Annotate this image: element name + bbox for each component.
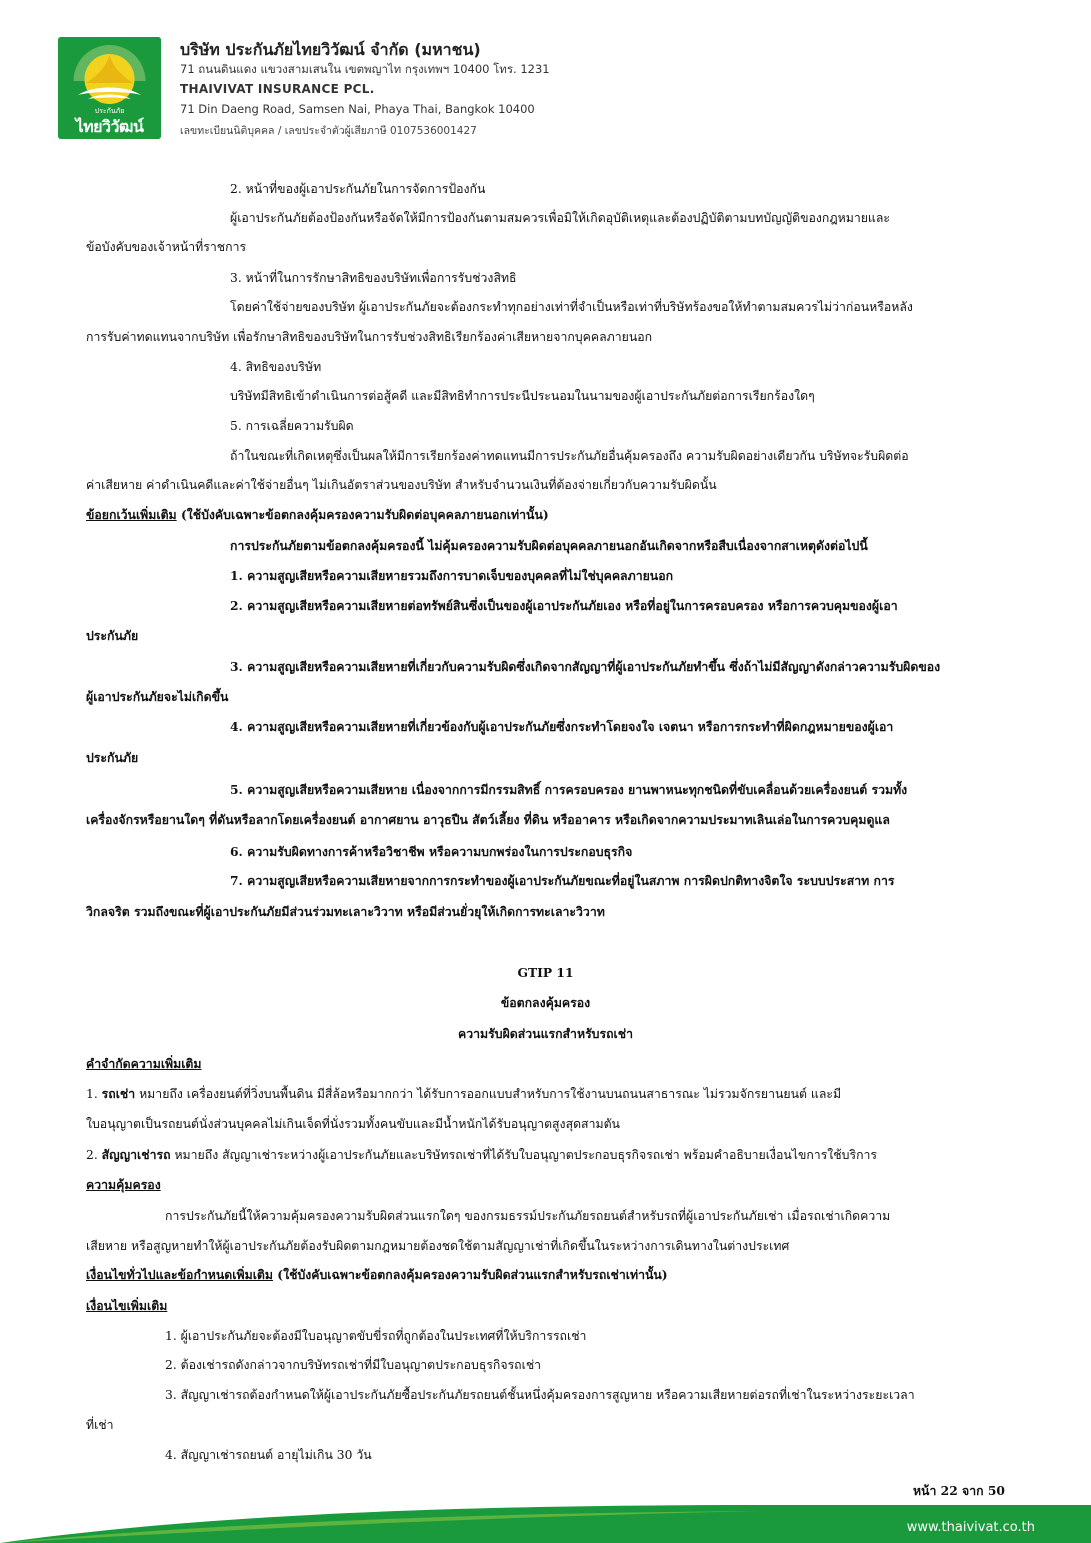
exclusion-item-cont: ประกันภัย	[86, 628, 139, 643]
exclusion-item: 5. ความสูญเสียหรือความเสียหาย เนื่องจากการมีกรรมสิทธิ์ การครอบครอง ยานพาหนะทุกชนิดที่ขับเคลื่อนด้วยเครื่องยนต์ รวมทั้ง	[230, 782, 908, 797]
website-link[interactable]: www.thaivivat.co.th	[906, 1520, 1035, 1535]
agreement-title: ข้อตกลงคุ้มครอง	[500, 995, 591, 1010]
definition-item-cont: ใบอนุญาตเป็นรถยนต์นั่งส่วนบุคคลไม่เกินเจ็ดที่นั่งรวมทั้งคนขับและมีน้ำหนักได้รับอนุญาตสูงสุดสามตัน	[86, 1117, 620, 1131]
company-tax-id: เลขทะเบียนนิติบุคคล / เลขประจำตัวผู้เสียภาษี 0107536001427	[180, 125, 477, 137]
paragraph-line: ข้อบังคับของเจ้าหน้าที่ราชการ	[86, 240, 247, 254]
definition-number: 2.	[86, 1148, 102, 1162]
general-conditions-title: เงื่อนไขทั่วไปและข้อกำหนดเพิ่มเติม	[86, 1267, 274, 1282]
section-heading: 3. หน้าที่ในการรักษาสิทธิของบริษัทเพื่อการรับช่วงสิทธิ	[230, 271, 517, 285]
exclusion-item: 3. ความสูญเสียหรือความเสียหายที่เกี่ยวกับความรับผิดซึ่งเกิดจากสัญญาที่ผู้เอาประกันภัยทำขึ้น ซึ่งถ้าไม่มีสัญญาดังกล่าวความรับผิดของ	[230, 659, 941, 674]
exclusion-item-cont: ผู้เอาประกันภัยจะไม่เกิดขึ้น	[86, 689, 229, 704]
condition-item: 2. ต้องเช่ารถดังกล่าวจากบริษัทรถเช่าที่มีใบอนุญาตประกอบธุรกิจรถเช่า	[165, 1358, 542, 1372]
logo-tagline: ประกันภัย	[94, 107, 125, 115]
general-conditions-heading	[86, 1267, 668, 1283]
general-conditions-scope: (ใช้บังคับเฉพาะข้อตกลงคุ้มครองความรับผิดส่วนแรกสำหรับรถเช่าเท่านั้น)	[273, 1267, 668, 1282]
condition-item: 3. สัญญาเช่ารถต้องกำหนดให้ผู้เอาประกันภัยซื้อประกันภัยรถยนต์ชั้นหนึ่งคุ้มครองการสูญหาย หรือความเสียหายต่อรถที่เช่าในระหว่างระยะเวลา	[165, 1388, 915, 1402]
paragraph-line: บริษัทมีสิทธิเข้าดำเนินการต่อสู้คดี และมีสิทธิทำการประนีประนอมในนามของผู้เอาประกันภัยต่อการเรียกร้องใดๆ	[230, 389, 815, 403]
paragraph-line: โดยค่าใช้จ่ายของบริษัท ผู้เอาประกันภัยจะต้องกระทำทุกอย่างเท่าที่จำเป็นหรือเท่าที่บริษัทร้องขอให้ทำตามสมควรไม่ว่าก่อนหรือหลัง	[230, 300, 913, 314]
section-heading: 2. หน้าที่ของผู้เอาประกันภัยในการจัดการป้องกัน	[230, 182, 486, 196]
definition-item	[86, 1147, 877, 1163]
section-heading: 5. การเฉลี่ยความรับผิด	[230, 419, 354, 433]
definition-text: หมายถึง เครื่องยนต์ที่วิ่งบนพื้นดิน มีสี่ล้อหรือมากกว่า ได้รับการออกแบบสำหรับการใช้งานบนถนนสาธารณะ ไม่รวมจักรยานยนต์ และมี	[135, 1087, 842, 1101]
paragraph-line: เสียหาย หรือสูญหายทำให้ผู้เอาประกันภัยต้องรับผิดตามกฎหมายต้องชดใช้ตามสัญญาเช่าที่เกิดขึ้นในระหว่างการเดินทางในต่างประเทศ	[86, 1239, 790, 1253]
definition-item	[86, 1086, 841, 1102]
page-number: หน้า 22 จาก 50	[912, 1483, 1005, 1498]
paragraph-line: ถ้าในขณะที่เกิดเหตุซึ่งเป็นผลให้มีการเรียกร้องค่าทดแทนมีการประกันภัยอื่นคุ้มครองถึง ความรับผิดอย่างเดียวกัน บริษัทจะรับผิดต่อ	[230, 449, 909, 463]
definition-number: 1.	[86, 1087, 102, 1101]
paragraph-line: การรับค่าทดแทนจากบริษัท เพื่อรักษาสิทธิของบริษัทในการรับช่วงสิทธิเรียกร้องค่าเสียหายจากบุคคลภายนอก	[86, 330, 653, 344]
company-name-th: บริษัท ประกันภัยไทยวิวัฒน์ จำกัด (มหาชน)	[180, 40, 481, 59]
company-logo	[58, 37, 161, 139]
exclusion-item: 6. ความรับผิดทางการค้าหรือวิชาชีพ หรือความบกพร่องในการประกอบธุรกิจ	[230, 844, 633, 859]
exclusions-intro: การประกันภัยตามข้อตกลงคุ้มครองนี้ ไม่คุ้มครองความรับผิดต่อบุคคลภายนอกอันเกิดจากหรือสืบเนื่องจากสาเหตุดังต่อไปนี้	[230, 538, 868, 553]
exclusion-item: 1. ความสูญเสียหรือความเสียหายรวมถึงการบาดเจ็บของบุคคลที่ไม่ใช่บุคคลภายนอก	[230, 568, 674, 583]
exclusion-item: 4. ความสูญเสียหรือความเสียหายที่เกี่ยวข้องกับผู้เอาประกันภัยซึ่งกระทำโดยจงใจ เจตนา หรือการกระทำที่ผิดกฎหมายของผู้เอา	[230, 719, 894, 734]
paragraph-line: ผู้เอาประกันภัยต้องป้องกันหรือจัดให้มีการป้องกันตามสมควรเพื่อมิให้เกิดอุบัติเหตุและต้องปฏิบัติตามบทบัญญัติของกฎหมายและ	[230, 211, 890, 225]
definitions-heading: คำจำกัดความเพิ่มเติม	[86, 1056, 202, 1071]
company-address-th: 71 ถนนดินแดง แขวงสามเสนใน เขตพญาไท กรุงเทพฯ 10400 โทร. 1231	[180, 62, 550, 76]
definition-term: สัญญาเช่ารถ	[101, 1147, 171, 1162]
exclusion-item-cont: เครื่องจักรหรือยานใดๆ ที่ดันหรือลากโดยเครื่องยนต์ อากาศยาน อาวุธปืน สัตว์เลี้ยง ที่ดิน หรืออาคาร หรือเกิดจากความประมาทเลินเล่อในการควบคุมดูแล	[86, 812, 890, 827]
exclusion-item: 7. ความสูญเสียหรือความเสียหายจากการกระทำของผู้เอาประกันภัยขณะที่อยู่ในสภาพ การผิดปกติทางจิตใจ ระบบประสาท การ	[230, 873, 895, 888]
condition-item-cont: ที่เช่า	[86, 1418, 114, 1432]
additional-conditions-heading: เงื่อนไขเพิ่มเติม	[86, 1298, 168, 1313]
coverage-heading: ความคุ้มครอง	[86, 1177, 161, 1192]
paragraph-line: ค่าเสียหาย ค่าดำเนินคดีและค่าใช้จ่ายอื่นๆ ไม่เกินอัตราส่วนของบริษัท สำหรับจำนวนเงินที่ต้องจ่ายเกี่ยวกับความรับผิดนั้น	[86, 478, 717, 492]
logo-brand-name: ไทยวิวัฒน์	[75, 117, 144, 136]
definition-term: รถเช่า	[101, 1086, 136, 1101]
gtip-code: GTIP 11	[517, 965, 574, 980]
exclusions-scope: (ใช้บังคับเฉพาะข้อตกลงคุ้มครองความรับผิดต่อบุคคลภายนอกเท่านั้น)	[176, 507, 549, 522]
condition-item: 4. สัญญาเช่ารถยนต์ อายุไม่เกิน 30 วัน	[165, 1448, 372, 1462]
exclusions-heading	[86, 507, 549, 523]
agreement-subtitle: ความรับผิดส่วนแรกสำหรับรถเช่า	[458, 1026, 633, 1041]
section-heading: 4. สิทธิของบริษัท	[230, 360, 322, 374]
exclusion-item-cont: ประกันภัย	[86, 750, 139, 765]
exclusion-item: 2. ความสูญเสียหรือความเสียหายต่อทรัพย์สินซึ่งเป็นของผู้เอาประกันภัยเอง หรือที่อยู่ในการครอบครอง หรือการควบคุมของผู้เอา	[230, 598, 898, 613]
exclusion-item-cont: วิกลจริต รวมถึงขณะที่ผู้เอาประกันภัยมีส่วนร่วมทะเลาะวิวาท หรือมีส่วนยั่วยุให้เกิดการทะเลาะวิวาท	[86, 904, 605, 919]
exclusions-title: ข้อยกเว้นเพิ่มเติม	[86, 507, 177, 522]
company-address-en: 71 Din Daeng Road, Samsen Nai, Phaya Thai, Bangkok 10400	[180, 102, 535, 116]
company-name-en: THAIVIVAT INSURANCE PCL.	[180, 82, 375, 96]
definition-text: หมายถึง สัญญาเช่าระหว่างผู้เอาประกันภัยและบริษัทรถเช่าที่ได้รับใบอนุญาตประกอบธุรกิจรถเช่า พร้อมคำอธิบายเงื่อนไขการใช้บริการ	[170, 1148, 878, 1162]
condition-item: 1. ผู้เอาประกันภัยจะต้องมีใบอนุญาตขับขี่รถที่ถูกต้องในประเทศที่ให้บริการรถเช่า	[165, 1329, 587, 1343]
paragraph-line: การประกันภัยนี้ให้ความคุ้มครองความรับผิดส่วนแรกใดๆ ของกรมธรรม์ประกันภัยรถยนต์สำหรับรถที่ผู้เอาประกันภัยเช่า เมื่อรถเช่าเกิดความ	[165, 1209, 891, 1223]
